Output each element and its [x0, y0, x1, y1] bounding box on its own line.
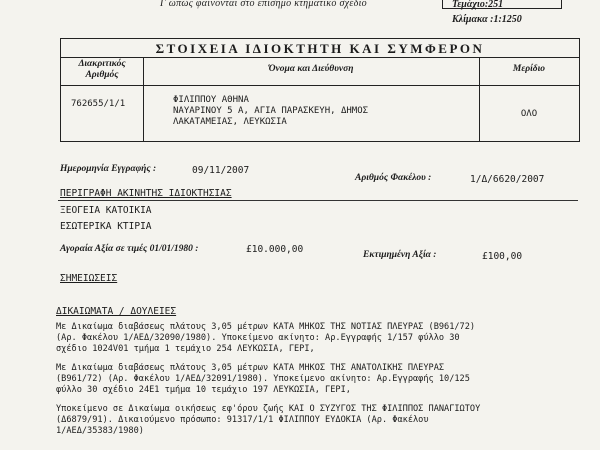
file-number-label: Αριθμός Φακέλου :: [355, 173, 432, 183]
table-divider: [61, 57, 579, 58]
right-entry: [56, 322, 475, 355]
owner-reg-number: 762655/1/1: [71, 99, 126, 109]
parcel-number: Τεμάχιο:251: [452, 0, 504, 10]
owner-address-line: ΛΑΚΑΤΑΜΕΙΑΣ, ΛΕΥΚΩΣΙΑ: [173, 117, 287, 127]
owner-share: ΟΛΟ: [520, 109, 538, 119]
owner-address-line: ΝΑΥΑΡΙΝΟΥ 5 Α, ΑΓΙΑ ΠΑΡΑΣΚΕΥΗ, ΔΗΜΟΣ: [173, 106, 369, 116]
file-number: 1/Δ/6620/2007: [470, 174, 545, 185]
right-entry-line: (Αρ. Φακέλου 1/ΑΕΔ/32090/1980). Υποκείμενο ακίνητο: Αρ.Εγγραφής 1/157 φύλλο 30: [56, 333, 460, 343]
registration-date: 09/11/2007: [192, 165, 250, 176]
column-header-name: Όνομα και Διεύθυνση: [268, 64, 354, 74]
table-divider: [61, 85, 579, 86]
right-entry-line: (Β961/72) (Αρ. Φακέλου 1/ΑΕΔ/32091/1980). Υποκείμενο ακίνητο: Αρ.Εγγραφής 10/125: [56, 374, 470, 384]
registration-date-label: Ημερομηνία Εγγραφής :: [60, 164, 157, 174]
right-entry-line: Με Δικαίωμα διαβάσεως πλάτους 3,05 μέτρων ΚΑΤΑ ΜΗΚΟΣ ΤΗΣ ΝΟΤΙΑΣ ΠΛΕΥΡΑΣ (Β961/72): [56, 322, 476, 332]
owner-name: ΦΙΛΙΠΠΟΥ ΑΘΗΝΑ: [173, 95, 249, 105]
right-entry-line: σχέδιο 1024V01 τμήμα 1 τεμάχιο 254 ΛΕΥΚΩΣΙΑ, ΓΕΡΙ,: [56, 344, 315, 354]
estimated-value: £100,00: [482, 251, 523, 262]
right-entry-line: (Δ6879/91). Δικαιούμενο πρόσωπο: 91317/1/1 ΦΙΛΙΠΠΟΥ ΕΥΔΟΚΙΑ (Αρ. Φακέλου: [56, 415, 429, 425]
market-value: £10.000,00: [246, 244, 304, 255]
section-divider: [58, 200, 578, 201]
property-type: ΕΣΩΤΕΡΙΚΑ ΚΤΙΡΙΑ: [60, 221, 152, 232]
right-entry-line: Με Δικαίωμα διαβάσεως πλάτους 3,05 μέτρων ΚΑΤΑ ΜΗΚΟΣ ΤΗΣ ΑΝΑΤΟΛΙΚΗΣ ΠΛΕΥΡΑΣ: [56, 363, 445, 373]
owner-address: [173, 106, 368, 128]
owners-table-title: ΣΤΟΙΧΕΙΑ ΙΔΙΟΚΤΗΤΗ ΚΑΙ ΣΥΜΦΕΡΟΝ: [155, 41, 485, 56]
column-header-reg: Διακριτικός Αριθμός: [78, 59, 126, 80]
owners-table: [60, 38, 580, 142]
column-header-share: Μερίδιο: [512, 64, 546, 74]
right-entry-line: φύλλο 30 σχέδιο 24Ε1 τμήμα 10 τεμάχιο 197 ΛΕΥΚΩΣΙΑ, ΓΕΡΙ,: [56, 385, 351, 395]
estimated-value-label: Εκτιμημένη Αξία :: [363, 250, 437, 260]
notes-heading: ΣΗΜΕΙΩΣΕΙΣ: [60, 273, 118, 284]
property-type: ΞΕΟΓΕΙΑ ΚΑΤΟΙΚΙΑ: [60, 205, 152, 216]
property-description-heading: ΠΕΡΙΓΡΑΦΗ ΑΚΙΝΗΤΗΣ ΙΔΙΟΚΤΗΣΙΑΣ: [60, 188, 232, 199]
right-entry: [56, 363, 470, 396]
market-value-label: Αγοραία Αξία σε τιμές 01/01/1980 :: [60, 244, 199, 254]
rights-heading: ΔΙΚΑΙΩΜΑΤΑ / ΔΟΥΛΕΙΕΣ: [56, 306, 177, 317]
map-scale: Κλίμακα :1:1250: [452, 14, 522, 25]
right-entry: [56, 404, 480, 437]
right-entry-line: Υποκείμενο σε Δικαίωμα οικήσεως εφ'όρου ζωής ΚΑΙ Ο ΣΥΖΥΓΟΣ ΤΗΣ ΦΙΛΙΠΠΟΣ ΠΑΝΑΓΙΩΤΟΥ: [56, 404, 481, 414]
header-description: Γ ώπως φαίνονται στο επίσημο κτηματικό σχέδιο: [160, 0, 367, 9]
right-entry-line: 1/ΑΕΔ/35383/1980): [56, 426, 144, 436]
